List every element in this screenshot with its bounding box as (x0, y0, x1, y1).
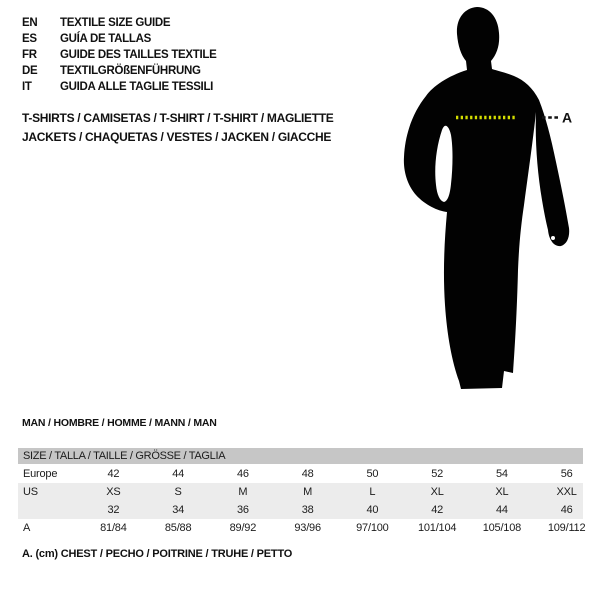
size-cell: 85/88 (164, 522, 192, 534)
man-silhouette (404, 7, 569, 389)
size-cell: 34 (172, 504, 185, 516)
language-row (22, 15, 217, 31)
size-cell: 42 (431, 504, 444, 516)
language-code: EN (22, 17, 38, 29)
row-label-a: A (23, 522, 31, 534)
language-row (22, 47, 217, 63)
language-row (22, 31, 217, 47)
size-cell: 38 (301, 504, 314, 516)
size-cell: XS (106, 486, 121, 498)
size-cell: 52 (431, 467, 444, 480)
row-label-us: US (23, 486, 38, 498)
size-cell: M (303, 486, 313, 498)
product-categories (22, 109, 334, 146)
size-cell: 50 (366, 467, 379, 480)
language-title: TEXTILE SIZE GUIDE (60, 17, 171, 29)
size-cell: 32 (107, 504, 120, 516)
language-title: GUÍA DE TALLAS (60, 33, 151, 45)
measure-label-a: A (562, 109, 573, 126)
size-cell: XL (430, 486, 444, 498)
hand-detail (551, 236, 555, 240)
size-cell: 48 (301, 467, 314, 480)
language-list (22, 15, 217, 95)
size-cell: 44 (495, 504, 508, 516)
size-cell: 89/92 (229, 522, 257, 534)
size-table-header: SIZE / TALLA / TAILLE / GRÖSSE / TAGLIA (18, 448, 583, 464)
size-cell: 44 (172, 467, 185, 480)
language-code: DE (22, 65, 38, 77)
language-title: TEXTILGRÖßENFÜHRUNG (60, 65, 201, 77)
size-cell: S (174, 486, 182, 498)
size-cell: 54 (495, 467, 508, 480)
size-cell: 93/96 (294, 522, 321, 534)
size-cell: 56 (560, 467, 573, 480)
size-cell: 109/112 (547, 522, 586, 534)
size-cell: 36 (236, 504, 249, 516)
product-line-jackets: JACKETS / CHAQUETAS / VESTES / JACKEN / GIACCHE (22, 129, 332, 144)
size-table-grid (18, 464, 599, 537)
size-cell: 81/84 (100, 522, 127, 534)
row-label-blank (18, 501, 81, 519)
size-cell: 46 (236, 467, 249, 480)
language-code: IT (22, 81, 32, 93)
footnote-chest: A. (cm) CHEST / PECHO / POITRINE / TRUHE / PETTO (22, 548, 293, 560)
language-row (22, 79, 217, 95)
language-row (22, 63, 217, 79)
man-figure (390, 0, 600, 400)
language-code: ES (22, 33, 37, 45)
size-cell: XL (495, 486, 509, 498)
language-title: GUIDE DES TAILLES TEXTILE (60, 49, 217, 61)
section-label-man: MAN / HOMBRE / HOMME / MANN / MAN (22, 417, 217, 429)
size-cell: 105/108 (482, 522, 522, 534)
size-cell: 101/104 (417, 522, 457, 534)
size-cell: XXL (556, 486, 577, 498)
size-table (18, 448, 599, 537)
size-cell: L (369, 486, 376, 498)
size-cell: 42 (107, 467, 120, 480)
size-cell: 46 (560, 504, 573, 516)
language-title: GUIDA ALLE TAGLIE TESSILI (60, 81, 214, 93)
row-label-europe: Europe (23, 467, 58, 480)
size-cell: M (238, 486, 248, 498)
size-cell: 40 (366, 504, 379, 516)
size-cell: 97/100 (356, 522, 389, 534)
language-code: FR (22, 49, 37, 61)
product-line-tshirts: T-SHIRTS / CAMISETAS / T-SHIRT / T-SHIRT / MAGLIETTE (22, 111, 334, 125)
